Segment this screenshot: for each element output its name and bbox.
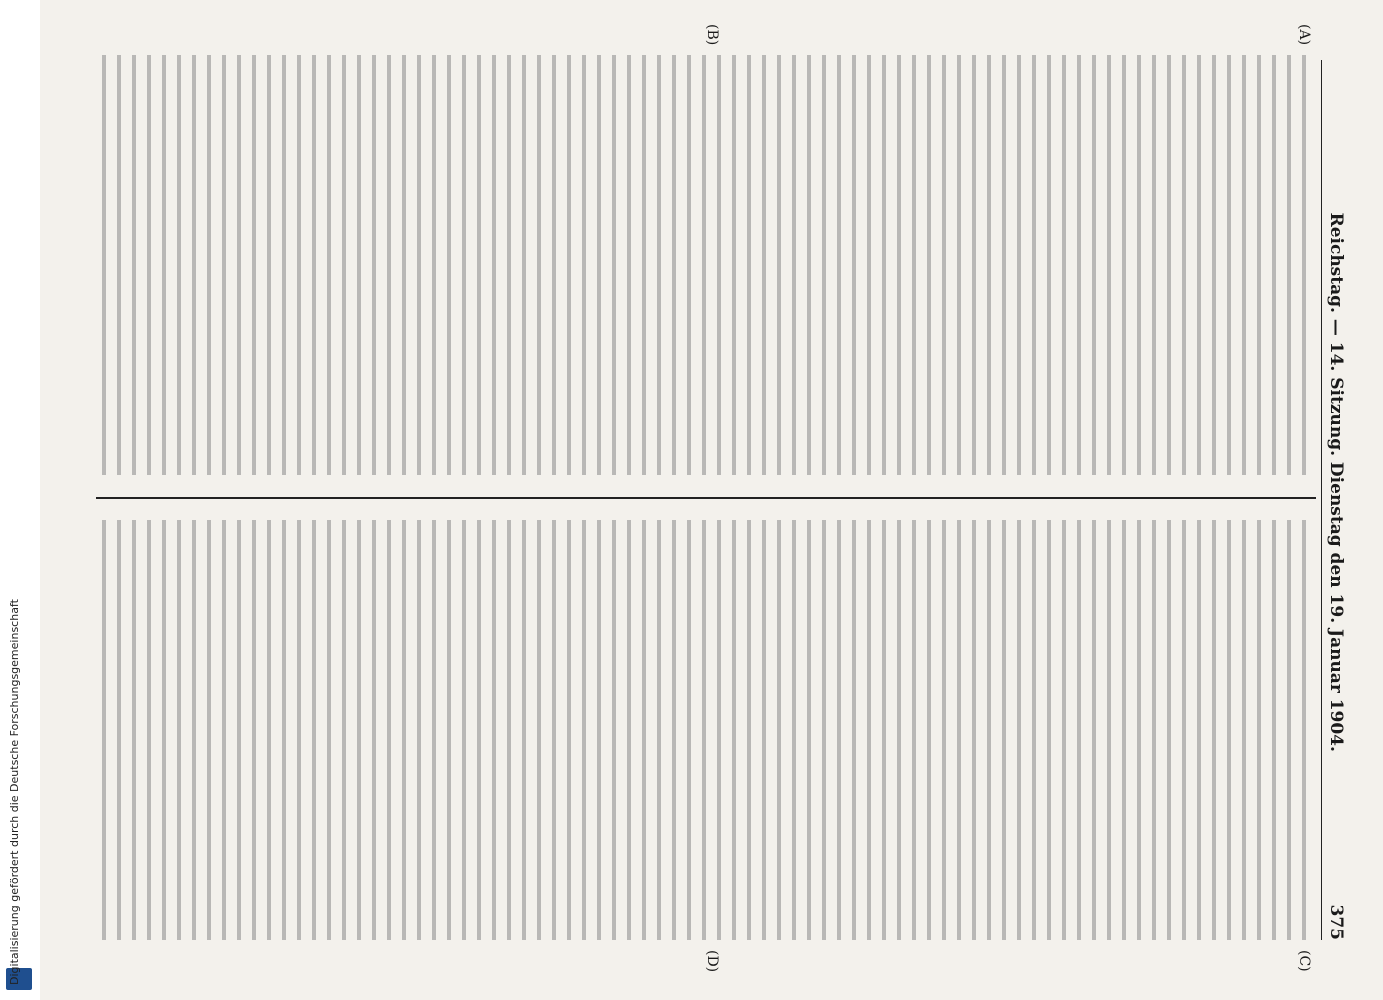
column-marker-c: (C) xyxy=(1296,950,1312,972)
text-column-right xyxy=(102,520,1312,940)
digitization-sidebar xyxy=(0,0,40,1000)
text-column-left xyxy=(102,55,1312,475)
column-marker-b: (B) xyxy=(704,24,720,46)
column-marker-d: (D) xyxy=(704,950,720,973)
column-divider xyxy=(96,497,1316,499)
scanned-page xyxy=(40,0,1383,1000)
page-number: 375 xyxy=(1326,904,1346,940)
page-header xyxy=(1321,60,1350,940)
funding-note: Digitalisierung gefördert durch die Deutsche Forschungsgemeinschaft xyxy=(8,599,21,985)
column-marker-a: (A) xyxy=(1296,24,1312,46)
session-title: Reichstag. — 14. Sitzung. Dienstag den 19. Januar 1904. xyxy=(1326,212,1346,752)
rotated-page-content xyxy=(60,0,1360,1000)
